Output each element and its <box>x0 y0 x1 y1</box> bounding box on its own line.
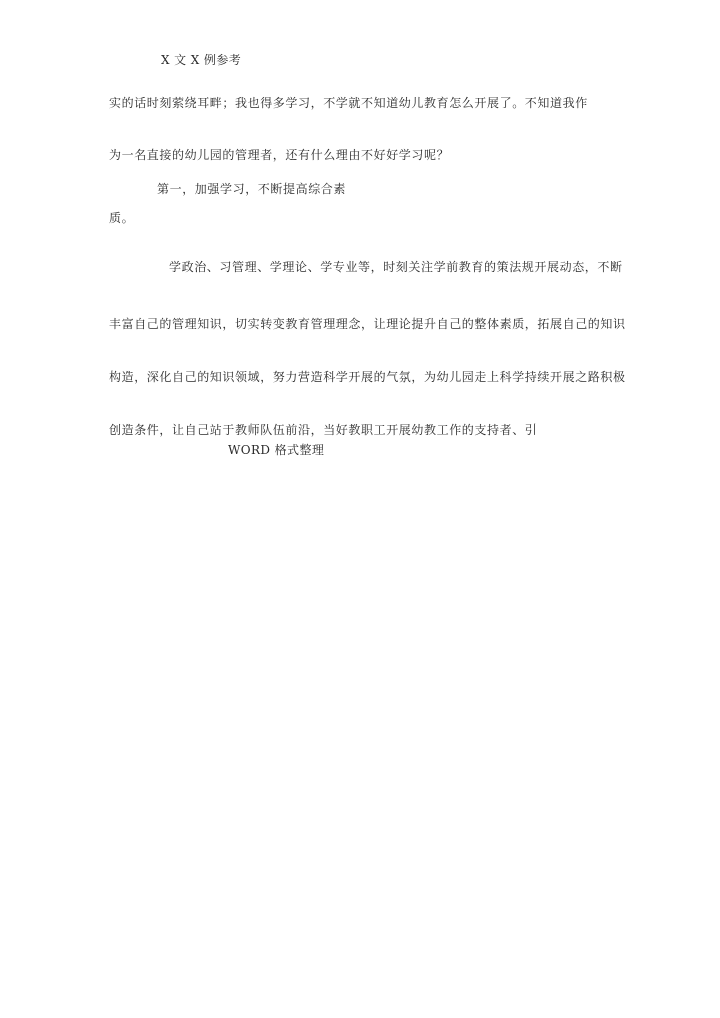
text-line: 实的话时刻萦绕耳畔；我也得多学习，不学就不知道幼儿教育怎么开展了。不知道我作 <box>109 96 588 110</box>
text-line: 为一名直接的幼儿园的管理者，还有什么理由不好好学习呢？ <box>109 148 450 162</box>
section-heading: 第一，加强学习，不断提高综合素 <box>157 182 347 196</box>
page-footer: WORD 格式整理 <box>228 443 325 457</box>
page-header: X 文 X 例参考 <box>161 53 242 67</box>
text-line: 构造，深化自己的知识领域，努力营造科学开展的气氛，为幼儿园走上科学持续开展之路积极 <box>109 370 626 384</box>
text-line: 质。 <box>109 211 135 225</box>
text-line: 创造条件，让自己站于教师队伍前沿，当好教职工开展幼教工作的支持者、引 <box>109 423 538 437</box>
text-line: 学政治、习管理、学理论、学专业等，时刻关注学前教育的策法规开展动态，不断 <box>169 260 623 274</box>
text-line: 丰富自己的管理知识，切实转变教育管理理念，让理论提升自己的整体素质，拓展自己的知识 <box>109 317 626 331</box>
